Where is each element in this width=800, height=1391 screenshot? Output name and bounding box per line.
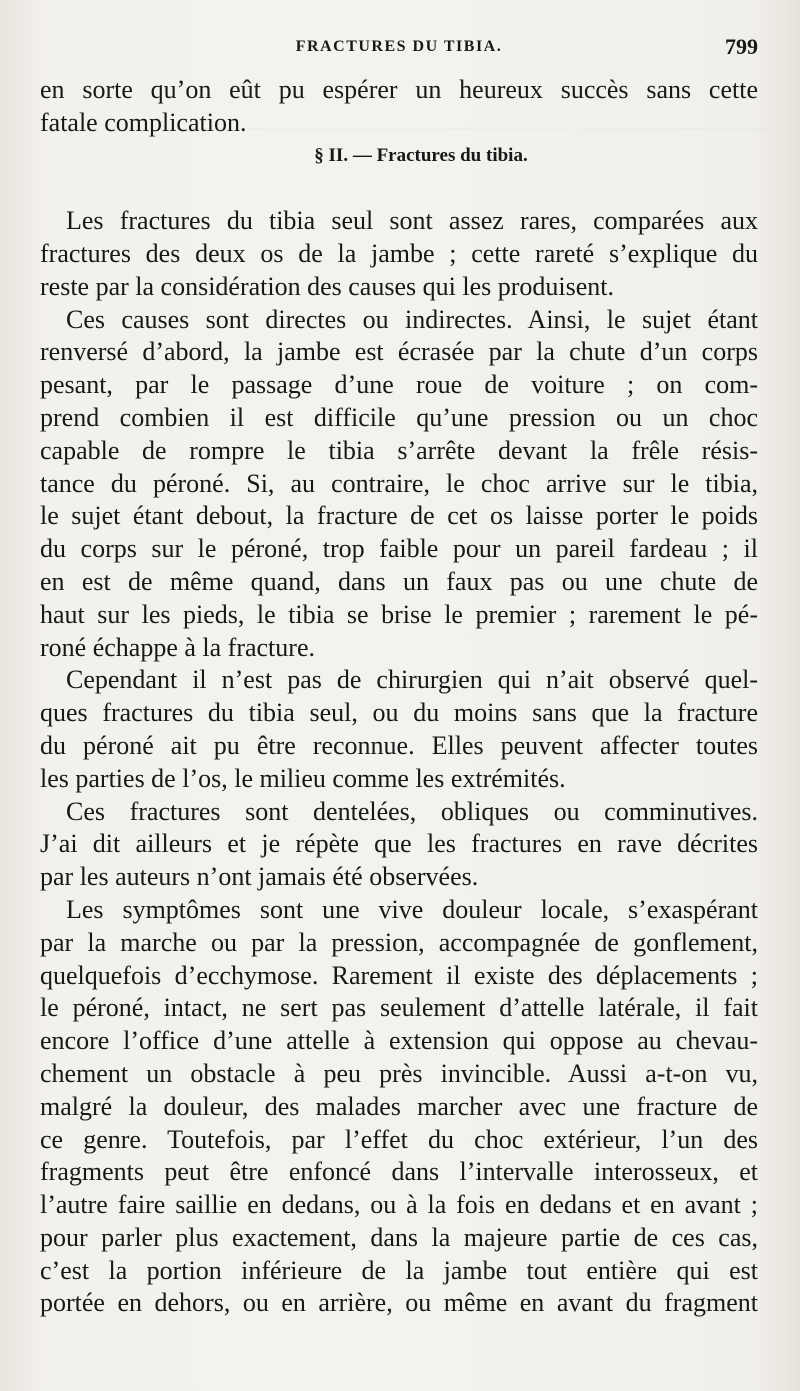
text-line: du corps sur le péroné, trop faible pour un pareil fardeau ; il <box>40 534 758 564</box>
text-line: le péroné, intact, ne sert pas seulement d’attelle latérale, il fait <box>40 993 758 1023</box>
text-line: pesant, par le passage d’une roue de voiture ; on com- <box>40 370 758 400</box>
text-line: portée en dehors, ou en arrière, ou même en avant du fragment <box>40 1288 758 1318</box>
text-line: fractures des deux os de la jambe ; cette rareté s’explique du <box>40 238 758 268</box>
text-line: renversé d’abord, la jambe est écrasée par la chute d’un corps <box>40 337 758 367</box>
page-body <box>40 74 758 1320</box>
text-line: fragments peut être enfoncé dans l’intervalle interosseux, et <box>40 1157 758 1187</box>
running-head <box>40 34 758 64</box>
text-line: pour parler plus exactement, dans la majeure partie de ces cas, <box>40 1222 758 1252</box>
text-line: ce genre. Toutefois, par l’effet du choc extérieur, l’un des <box>40 1124 758 1154</box>
text-line: malgré la douleur, des malades marcher avec une fracture de <box>40 1091 758 1121</box>
text-line: tance du péroné. Si, au contraire, le choc arrive sur le tibia, <box>40 468 758 498</box>
text-line: reste par la considération des causes qui les produisent. <box>40 271 614 301</box>
text-line: capable de rompre le tibia s’arrête devant la frêle résis- <box>40 435 758 465</box>
paragraph <box>40 304 758 665</box>
text-line: Ces fractures sont dentelées, obliques ou comminutives. <box>66 796 758 826</box>
section-spacing <box>40 172 758 205</box>
text-line: ques fractures du tibia seul, ou du moins sans que la fracture <box>40 698 758 728</box>
text-line: Les symptômes sont une vive douleur locale, s’exaspérant <box>66 894 758 924</box>
text-line: roné échappe à la fracture. <box>40 632 315 662</box>
text-line: le sujet étant debout, la fracture de cet os laisse porter le poids <box>40 501 758 531</box>
text-line: J’ai dit ailleurs et je répète que les fractures en rave décrites <box>40 829 758 859</box>
section-title: § II. — Fractures du tibia. <box>314 144 528 166</box>
text-line: par la marche ou par la pression, accompagnée de gonflement, <box>40 927 758 957</box>
text-line: chement un obstacle à peu près invincible. Aussi a-t-on vu, <box>40 1058 758 1088</box>
text-line: Ces causes sont directes ou indirectes. Ainsi, le sujet étant <box>66 304 758 334</box>
text-line: prend combien il est difficile qu’une pression ou un choc <box>40 402 758 432</box>
text-line: du péroné ait pu être reconnue. Elles peuvent affecter toutes <box>40 730 758 760</box>
paragraph <box>40 796 758 894</box>
text-line: par les auteurs n’ont jamais été observées. <box>40 862 479 892</box>
paragraph <box>40 664 758 795</box>
paragraph <box>40 894 758 1320</box>
text-line: encore l’office d’une attelle à extension qui oppose au chevau- <box>40 1026 758 1056</box>
running-title: FRACTURES DU TIBIA. <box>295 38 503 55</box>
text-line: c’est la portion inférieure de la jambe tout entière qui est <box>40 1255 758 1285</box>
paragraph <box>40 205 758 303</box>
page-number: 799 <box>725 34 758 59</box>
text-line: fatale complication. <box>40 107 247 137</box>
text-line: les parties de l’os, le milieu comme les extrémités. <box>40 763 566 793</box>
text-line: en sorte qu’on eût pu espérer un heureux succès sans cette <box>40 75 758 104</box>
text-line: Les fractures du tibia seul sont assez rares, comparées aux <box>66 206 758 236</box>
text-line: en est de même quand, dans un faux pas ou une chute de <box>40 566 758 596</box>
text-line: Cependant il n’est pas de chirurgien qui n’ait observé quel- <box>66 665 758 695</box>
text-line: haut sur les pieds, le tibia se brise le premier ; rarement le pé- <box>40 599 758 629</box>
text-line: l’autre faire saillie en dedans, ou à la fois en dedans et en avant ; <box>40 1190 758 1220</box>
text-line: quelquefois d’ecchymose. Rarement il existe des déplacements ; <box>40 960 758 990</box>
